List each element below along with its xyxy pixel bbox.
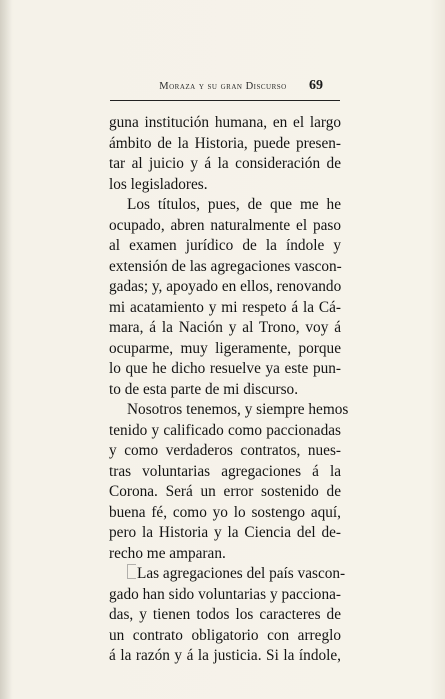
text-line: guna institución humana, en el largo [109, 114, 341, 131]
text-line: mara, á la Nación y al Trono, voy á [109, 319, 341, 336]
text-line: tar al juicio y á la consideración de [109, 155, 341, 172]
spine-shadow [0, 0, 12, 699]
text-line: tenido y calificado como paccionadas [109, 421, 341, 439]
text-line: y como verdaderos contratos, nues- [109, 442, 341, 459]
body-text [109, 113, 349, 667]
text-line: al examen jurídico de la índole y [109, 237, 341, 254]
text-line: das, y tienen todos los caracteres de [109, 606, 341, 623]
text-line: recho me amparan. [109, 544, 226, 562]
text-line: los legisladores. [109, 175, 208, 193]
pencil-bracket-mark [127, 564, 136, 579]
text-line: to de esta parte de mi discurso. [109, 380, 299, 398]
text-line: ocupado, abren naturalmente el paso [109, 216, 341, 234]
text-line: mi acatamiento y mi respeto á la Cá- [109, 298, 341, 316]
text-line: Corona. Será un error sostenido de [109, 483, 341, 500]
text-line: pero la Historia y la Ciencia del de- [109, 524, 341, 541]
text-line: ámbito de la Historia, puede presen- [109, 134, 341, 152]
running-head: Moraza y su gran Discurso [159, 81, 287, 92]
text-line: gado han sido voluntarias y pacciona- [109, 585, 341, 603]
text-line: tras voluntarias agregaciones á la [109, 462, 341, 480]
text-line: un contrato obligatorio con arreglo [109, 626, 341, 644]
page-number: 69 [309, 78, 323, 93]
text-line: á la razón y á la justicia. Si la índole, [109, 647, 341, 664]
text-line: lo que he dicho resuelve ya este pun- [109, 360, 341, 377]
text-line: extensión de las agregaciones vascon- [109, 257, 342, 275]
text-line: Nosotros tenemos, y siempre hemos [127, 401, 349, 418]
header-rule [110, 100, 340, 101]
text-line: buena fé, como yo lo sostengo aquí, [109, 503, 341, 521]
text-line: Los títulos, pues, de que me he [127, 196, 341, 213]
text-line: gadas; y, apoyado en ellos, renovando [109, 278, 342, 295]
text-line-with-bracket [109, 564, 346, 585]
text-line: ocuparme, muy ligeramente, porque [109, 339, 341, 357]
text-line: Las agregaciones del país vascon- [137, 565, 346, 582]
